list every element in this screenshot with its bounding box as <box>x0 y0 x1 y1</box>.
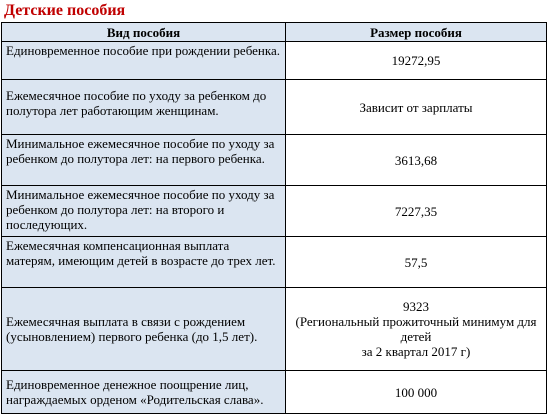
benefit-size-cell: 57,5 <box>286 237 547 288</box>
page-title: Детские пособия <box>4 2 126 19</box>
table-row <box>2 186 547 237</box>
benefits-table <box>1 22 547 414</box>
benefit-size-cell <box>286 288 547 371</box>
header-size: Размер пособия <box>286 23 547 42</box>
benefit-size-cell: Зависит от зарплаты <box>286 80 547 135</box>
benefit-kind-cell: Единовременное пособие при рождении ребенка. <box>2 42 286 80</box>
table-row <box>2 135 547 186</box>
benefit-size-period: за 2 квартал 2017 г) <box>361 344 471 359</box>
header-kind: Вид пособия <box>2 23 286 42</box>
benefit-size-cell: 19272,95 <box>286 42 547 80</box>
benefit-kind-cell: Единовременное денежное поощрение лиц, награждаемых орденом «Родительская слава». <box>2 371 286 414</box>
benefit-kind-cell: Минимальное ежемесячное пособие по уходу за ребенком до полутора лет: на второго и последующих. <box>2 186 286 237</box>
benefit-size-cell: 100 000 <box>286 371 547 414</box>
table-row <box>2 80 547 135</box>
benefit-kind-cell: Ежемесячное пособие по уходу за ребенком до полутора лет работающим женщинам. <box>2 80 286 135</box>
table-header-row <box>2 23 547 42</box>
benefit-kind-cell: Ежемесячная компенсационная выплата матерям, имеющим детей в возрасте до трех лет. <box>2 237 286 288</box>
table-row <box>2 288 547 371</box>
table-row <box>2 42 547 80</box>
benefit-size-amount: 9323 <box>403 299 429 314</box>
benefit-size-cell: 3613,68 <box>286 135 547 186</box>
benefit-size-cell: 7227,35 <box>286 186 547 237</box>
benefit-kind-cell: Ежемесячная выплата в связи с рождением (усыновлением) первого ребенка (до 1,5 лет). <box>2 288 286 371</box>
benefit-size-note: (Региональный прожиточный минимум для детей <box>295 314 537 344</box>
table-row <box>2 237 547 288</box>
benefit-kind-cell: Минимальное ежемесячное пособие по уходу за ребенком до полутора лет: на первого ребенка. <box>2 135 286 186</box>
table-row <box>2 371 547 414</box>
